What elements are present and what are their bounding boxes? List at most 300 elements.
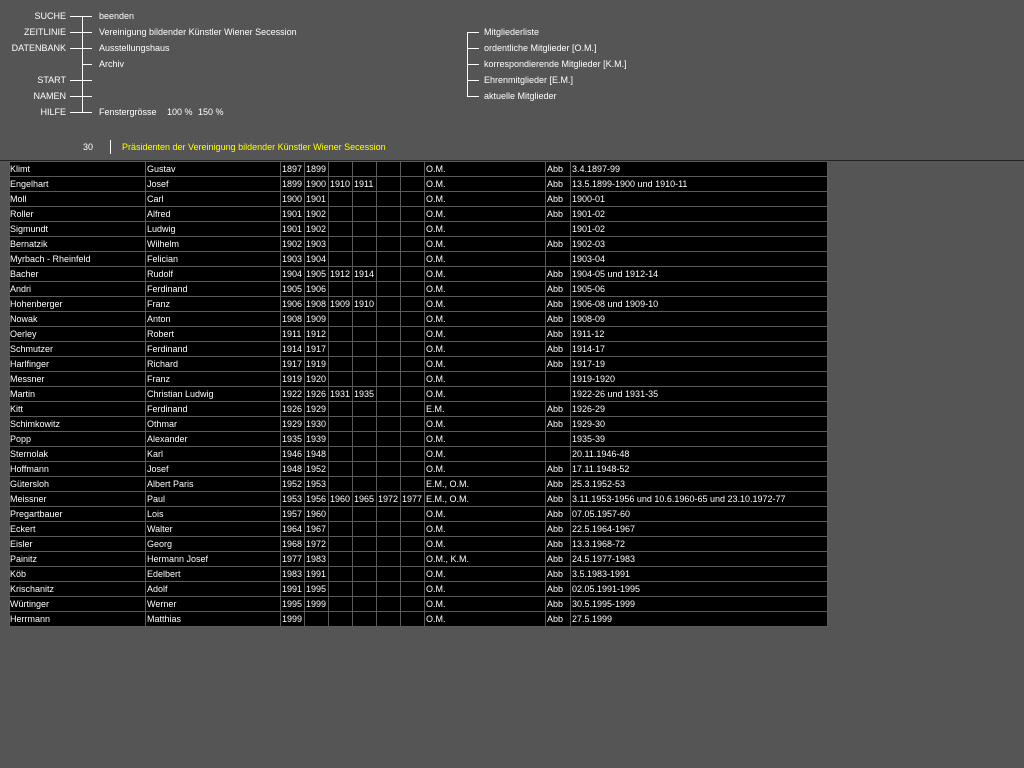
surname-cell: Martin <box>10 387 146 402</box>
firstname-cell: Christian Ludwig <box>146 387 281 402</box>
surname-cell: Moll <box>10 192 146 207</box>
year-cell <box>377 522 401 537</box>
table-row[interactable] <box>10 417 828 432</box>
year-cell <box>401 237 425 252</box>
table-row[interactable] <box>10 522 828 537</box>
year-cell: 1917 <box>281 357 305 372</box>
firstname-cell: Georg <box>146 537 281 552</box>
presidents-table <box>9 161 828 627</box>
year-cell <box>353 552 377 567</box>
table-row[interactable] <box>10 162 828 177</box>
year-cell: 1920 <box>305 372 329 387</box>
abb-link[interactable]: Abb <box>546 327 571 342</box>
year-cell <box>377 372 401 387</box>
term-cell: 1917-19 <box>571 357 828 372</box>
surname-cell: Roller <box>10 207 146 222</box>
year-cell <box>401 612 425 627</box>
year-cell <box>353 417 377 432</box>
membership-cell: O.M. <box>425 357 546 372</box>
year-cell: 1991 <box>281 582 305 597</box>
term-cell: 1902-03 <box>571 237 828 252</box>
abb-link[interactable]: Abb <box>546 177 571 192</box>
term-cell: 1901-02 <box>571 222 828 237</box>
result-count: 30 <box>83 142 94 152</box>
term-cell: 1914-17 <box>571 342 828 357</box>
year-cell: 1902 <box>305 222 329 237</box>
year-cell <box>353 357 377 372</box>
abb-link[interactable]: Abb <box>546 522 571 537</box>
mitgliederliste-link[interactable]: Mitgliederliste <box>484 27 540 37</box>
year-cell <box>401 267 425 282</box>
year-cell: 1983 <box>281 567 305 582</box>
table-row[interactable] <box>10 192 828 207</box>
year-cell <box>401 177 425 192</box>
year-cell <box>353 612 377 627</box>
year-cell: 1910 <box>329 177 353 192</box>
firstname-cell: Anton <box>146 312 281 327</box>
abb-link[interactable]: Abb <box>546 207 571 222</box>
abb-link[interactable]: Abb <box>546 567 571 582</box>
membership-cell: O.M. <box>425 537 546 552</box>
membership-cell: O.M. <box>425 567 546 582</box>
membership-cell: O.M. <box>425 267 546 282</box>
year-cell: 1952 <box>281 477 305 492</box>
term-cell: 1904-05 und 1912-14 <box>571 267 828 282</box>
year-cell: 1952 <box>305 462 329 477</box>
vereinigung-link[interactable]: Vereinigung bildender Künstler Wiener Secession <box>99 27 297 37</box>
abb-link[interactable] <box>546 372 571 387</box>
term-cell: 1919-1920 <box>571 372 828 387</box>
year-cell: 1929 <box>281 417 305 432</box>
firstname-cell: Franz <box>146 297 281 312</box>
abb-link[interactable]: Abb <box>546 417 571 432</box>
abb-link[interactable] <box>546 432 571 447</box>
table-row[interactable] <box>10 252 828 267</box>
year-cell: 1903 <box>281 252 305 267</box>
firstname-cell: Lois <box>146 507 281 522</box>
year-cell <box>329 357 353 372</box>
year-cell <box>377 612 401 627</box>
firstname-cell: Walter <box>146 522 281 537</box>
table-row[interactable] <box>10 612 828 627</box>
korrespondierende-mitglieder-link[interactable]: korrespondierende Mitglieder [K.M.] <box>484 59 627 69</box>
table-row[interactable] <box>10 462 828 477</box>
year-cell <box>353 162 377 177</box>
abb-link[interactable]: Abb <box>546 267 571 282</box>
term-cell: 24.5.1977-1983 <box>571 552 828 567</box>
term-cell: 17.11.1948-52 <box>571 462 828 477</box>
abb-link[interactable]: Abb <box>546 582 571 597</box>
year-cell <box>353 372 377 387</box>
term-cell: 3.11.1953-1956 und 10.6.1960-65 und 23.10.1972-77 <box>571 492 828 507</box>
surname-cell: Nowak <box>10 312 146 327</box>
membership-cell: E.M., O.M. <box>425 477 546 492</box>
year-cell <box>377 507 401 522</box>
firstname-cell: Richard <box>146 357 281 372</box>
year-cell <box>353 537 377 552</box>
abb-link[interactable]: Abb <box>546 297 571 312</box>
table-row[interactable] <box>10 357 828 372</box>
abb-link[interactable]: Abb <box>546 612 571 627</box>
year-cell: 1991 <box>305 567 329 582</box>
firstname-cell: Josef <box>146 462 281 477</box>
year-cell <box>401 582 425 597</box>
abb-link[interactable] <box>546 252 571 267</box>
abb-link[interactable]: Abb <box>546 357 571 372</box>
table-row[interactable] <box>10 537 828 552</box>
surname-cell: Meissner <box>10 492 146 507</box>
term-cell: 1926-29 <box>571 402 828 417</box>
nav-connector <box>70 96 92 97</box>
surname-cell: Painitz <box>10 552 146 567</box>
year-cell <box>353 477 377 492</box>
surname-cell: Würtinger <box>10 597 146 612</box>
size-150-button[interactable]: 150 % <box>198 107 224 117</box>
year-cell <box>329 327 353 342</box>
year-cell: 1912 <box>305 327 329 342</box>
year-cell: 1926 <box>281 402 305 417</box>
year-cell <box>353 462 377 477</box>
term-cell: 13.3.1968-72 <box>571 537 828 552</box>
year-cell <box>401 192 425 207</box>
year-cell <box>329 342 353 357</box>
term-cell: 3.5.1983-1991 <box>571 567 828 582</box>
table-row[interactable] <box>10 432 828 447</box>
year-cell: 1960 <box>305 507 329 522</box>
ehrenmitglieder-link[interactable]: Ehrenmitglieder [E.M.] <box>484 75 574 85</box>
membership-cell: O.M. <box>425 417 546 432</box>
year-cell: 1906 <box>305 282 329 297</box>
year-cell <box>401 342 425 357</box>
year-cell <box>377 597 401 612</box>
member-connector <box>467 64 479 65</box>
table-row[interactable] <box>10 222 828 237</box>
year-cell <box>377 342 401 357</box>
abb-link[interactable]: Abb <box>546 492 571 507</box>
nav-connector <box>70 32 92 33</box>
year-cell <box>353 222 377 237</box>
year-cell <box>329 447 353 462</box>
nav-hilfe[interactable]: HILFE <box>40 107 66 117</box>
table-row[interactable] <box>10 597 828 612</box>
table-row[interactable] <box>10 267 828 282</box>
year-cell: 1912 <box>329 267 353 282</box>
nav-datenbank[interactable]: DATENBANK <box>11 43 66 53</box>
year-cell <box>401 417 425 432</box>
table-row[interactable] <box>10 507 828 522</box>
surname-cell: Sigmundt <box>10 222 146 237</box>
year-cell: 1901 <box>305 192 329 207</box>
year-cell <box>353 207 377 222</box>
year-cell <box>353 402 377 417</box>
year-cell <box>329 237 353 252</box>
firstname-cell: Gustav <box>146 162 281 177</box>
membership-cell: E.M. <box>425 402 546 417</box>
ausstellungshaus-link[interactable]: Ausstellungshaus <box>99 43 170 53</box>
year-cell <box>329 252 353 267</box>
year-cell: 1999 <box>281 612 305 627</box>
abb-link[interactable]: Abb <box>546 477 571 492</box>
year-cell <box>329 207 353 222</box>
surname-cell: Popp <box>10 432 146 447</box>
year-cell: 1900 <box>281 192 305 207</box>
year-cell <box>401 567 425 582</box>
year-cell: 1939 <box>305 432 329 447</box>
year-cell <box>353 507 377 522</box>
year-cell <box>329 402 353 417</box>
membership-cell: O.M. <box>425 222 546 237</box>
year-cell: 1953 <box>281 492 305 507</box>
firstname-cell: Franz <box>146 372 281 387</box>
size-100-button[interactable]: 100 % <box>167 107 193 117</box>
member-connector <box>467 80 479 81</box>
membership-cell: O.M. <box>425 447 546 462</box>
abb-link[interactable]: Abb <box>546 597 571 612</box>
year-cell <box>401 327 425 342</box>
year-cell: 1919 <box>281 372 305 387</box>
year-cell <box>401 222 425 237</box>
year-cell: 1946 <box>281 447 305 462</box>
nav-connector <box>82 64 92 65</box>
year-cell <box>401 207 425 222</box>
year-cell <box>401 312 425 327</box>
surname-cell: Krischanitz <box>10 582 146 597</box>
firstname-cell: Wilhelm <box>146 237 281 252</box>
term-cell: 13.5.1899-1900 und 1910-11 <box>571 177 828 192</box>
year-cell <box>329 312 353 327</box>
term-cell: 1935-39 <box>571 432 828 447</box>
nav-zeitlinie[interactable]: ZEITLINIE <box>23 27 66 37</box>
year-cell <box>353 582 377 597</box>
year-cell <box>377 162 401 177</box>
year-cell <box>353 342 377 357</box>
abb-link[interactable]: Abb <box>546 537 571 552</box>
year-cell <box>353 432 377 447</box>
year-cell <box>377 237 401 252</box>
surname-cell: Klimt <box>10 162 146 177</box>
page-title: Präsidenten der Vereinigung bildender Künstler Wiener Secession <box>122 142 386 152</box>
year-cell <box>401 387 425 402</box>
firstname-cell: Robert <box>146 327 281 342</box>
year-cell <box>377 282 401 297</box>
abb-link[interactable]: Abb <box>546 342 571 357</box>
membership-cell: E.M., O.M. <box>425 492 546 507</box>
term-cell: 1906-08 und 1909-10 <box>571 297 828 312</box>
nav-namen[interactable]: NAMEN <box>33 91 66 101</box>
abb-link[interactable]: Abb <box>546 162 571 177</box>
surname-cell: Myrbach - Rheinfeld <box>10 252 146 267</box>
year-cell: 1909 <box>305 312 329 327</box>
abb-link[interactable] <box>546 387 571 402</box>
table-row[interactable] <box>10 372 828 387</box>
year-cell <box>377 207 401 222</box>
term-cell: 07.05.1957-60 <box>571 507 828 522</box>
abb-link[interactable]: Abb <box>546 507 571 522</box>
year-cell <box>329 432 353 447</box>
table-row[interactable] <box>10 327 828 342</box>
year-cell <box>377 402 401 417</box>
year-cell: 1930 <box>305 417 329 432</box>
surname-cell: Hoffmann <box>10 462 146 477</box>
firstname-cell: Josef <box>146 177 281 192</box>
membership-cell: O.M. <box>425 522 546 537</box>
year-cell: 1914 <box>353 267 377 282</box>
year-cell <box>329 477 353 492</box>
year-cell <box>377 387 401 402</box>
year-cell: 1914 <box>281 342 305 357</box>
surname-cell: Harlfinger <box>10 357 146 372</box>
firstname-cell: Hermann Josef <box>146 552 281 567</box>
year-cell: 1999 <box>305 597 329 612</box>
table-row[interactable] <box>10 447 828 462</box>
term-cell: 1905-06 <box>571 282 828 297</box>
table-row[interactable] <box>10 492 828 507</box>
firstname-cell: Alexander <box>146 432 281 447</box>
year-cell: 1983 <box>305 552 329 567</box>
year-cell: 1948 <box>281 462 305 477</box>
year-cell <box>401 477 425 492</box>
year-cell: 1957 <box>281 507 305 522</box>
year-cell <box>329 192 353 207</box>
membership-cell: O.M. <box>425 327 546 342</box>
year-cell <box>377 417 401 432</box>
year-cell: 1901 <box>281 222 305 237</box>
abb-link[interactable]: Abb <box>546 282 571 297</box>
firstname-cell: Matthias <box>146 612 281 627</box>
member-connector <box>467 96 479 97</box>
table-row[interactable] <box>10 237 828 252</box>
membership-cell: O.M. <box>425 252 546 267</box>
year-cell: 1904 <box>305 252 329 267</box>
table-row[interactable] <box>10 567 828 582</box>
year-cell: 1972 <box>377 492 401 507</box>
table-row[interactable] <box>10 282 828 297</box>
term-cell: 1901-02 <box>571 207 828 222</box>
archiv-link[interactable]: Archiv <box>99 59 125 69</box>
year-cell: 1911 <box>353 177 377 192</box>
membership-cell: O.M. <box>425 192 546 207</box>
membership-cell: O.M. <box>425 507 546 522</box>
table-row[interactable] <box>10 582 828 597</box>
year-cell <box>401 162 425 177</box>
year-cell <box>401 357 425 372</box>
year-cell <box>377 357 401 372</box>
year-cell: 1948 <box>305 447 329 462</box>
surname-cell: Bacher <box>10 267 146 282</box>
membership-cell: O.M. <box>425 312 546 327</box>
firstname-cell: Ferdinand <box>146 402 281 417</box>
title-separator <box>110 140 111 154</box>
surname-cell: Kitt <box>10 402 146 417</box>
year-cell: 1964 <box>281 522 305 537</box>
term-cell: 22.5.1964-1967 <box>571 522 828 537</box>
abb-link[interactable]: Abb <box>546 237 571 252</box>
nav-suche[interactable]: SUCHE <box>34 11 66 21</box>
abb-link[interactable]: Abb <box>546 402 571 417</box>
year-cell <box>377 297 401 312</box>
year-cell <box>401 402 425 417</box>
member-connector <box>467 32 479 33</box>
abb-link[interactable]: Abb <box>546 312 571 327</box>
year-cell <box>353 597 377 612</box>
table-row[interactable] <box>10 402 828 417</box>
year-cell <box>377 222 401 237</box>
term-cell: 1929-30 <box>571 417 828 432</box>
year-cell <box>377 432 401 447</box>
year-cell <box>353 252 377 267</box>
year-cell <box>377 252 401 267</box>
year-cell <box>329 537 353 552</box>
year-cell <box>353 522 377 537</box>
year-cell: 1900 <box>305 177 329 192</box>
table-row[interactable] <box>10 342 828 357</box>
nav-start[interactable]: START <box>37 75 66 85</box>
table-row[interactable] <box>10 207 828 222</box>
year-cell <box>353 192 377 207</box>
term-cell: 02.05.1991-1995 <box>571 582 828 597</box>
year-cell: 1910 <box>353 297 377 312</box>
surname-cell: Eckert <box>10 522 146 537</box>
table-row[interactable] <box>10 552 828 567</box>
year-cell <box>329 417 353 432</box>
aktuelle-mitglieder-link[interactable]: aktuelle Mitglieder <box>484 91 557 101</box>
table-row[interactable] <box>10 297 828 312</box>
table-row[interactable] <box>10 477 828 492</box>
abb-link[interactable] <box>546 447 571 462</box>
firstname-cell: Paul <box>146 492 281 507</box>
firstname-cell: Karl <box>146 447 281 462</box>
year-cell <box>401 507 425 522</box>
table-row[interactable] <box>10 312 828 327</box>
year-cell <box>353 312 377 327</box>
beenden-link[interactable]: beenden <box>99 11 135 21</box>
year-cell: 1977 <box>281 552 305 567</box>
year-cell <box>353 447 377 462</box>
year-cell <box>401 447 425 462</box>
year-cell <box>329 582 353 597</box>
firstname-cell: Werner <box>146 597 281 612</box>
surname-cell: Köb <box>10 567 146 582</box>
firstname-cell: Alfred <box>146 207 281 222</box>
surname-cell: Messner <box>10 372 146 387</box>
year-cell: 1897 <box>281 162 305 177</box>
abb-link[interactable] <box>546 222 571 237</box>
membership-cell: O.M. <box>425 177 546 192</box>
table-row[interactable] <box>10 177 828 192</box>
year-cell: 1926 <box>305 387 329 402</box>
surname-cell: Hohenberger <box>10 297 146 312</box>
ordentliche-mitglieder-link[interactable]: ordentliche Mitglieder [O.M.] <box>484 43 597 53</box>
year-cell <box>377 267 401 282</box>
membership-cell: O.M. <box>425 282 546 297</box>
membership-cell: O.M. <box>425 582 546 597</box>
abb-link[interactable]: Abb <box>546 462 571 477</box>
year-cell: 1960 <box>329 492 353 507</box>
surname-cell: Gütersloh <box>10 477 146 492</box>
membership-cell: O.M. <box>425 462 546 477</box>
year-cell <box>377 447 401 462</box>
abb-link[interactable]: Abb <box>546 552 571 567</box>
term-cell: 1908-09 <box>571 312 828 327</box>
year-cell: 1929 <box>305 402 329 417</box>
abb-link[interactable]: Abb <box>546 192 571 207</box>
term-cell: 30.5.1995-1999 <box>571 597 828 612</box>
year-cell <box>329 222 353 237</box>
year-cell <box>377 462 401 477</box>
table-row[interactable] <box>10 387 828 402</box>
firstname-cell: Carl <box>146 192 281 207</box>
firstname-cell: Rudolf <box>146 267 281 282</box>
